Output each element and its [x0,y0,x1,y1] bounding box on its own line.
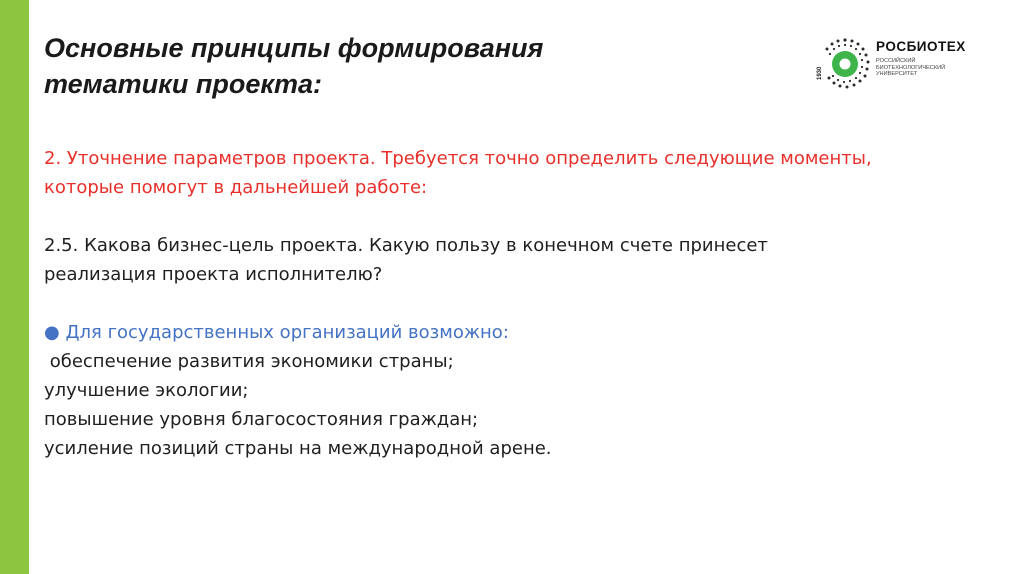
list-item: повышение уровня благосостояния граждан; [44,409,479,430]
bullet-heading-text: Для государственных организаций возможно: [65,322,509,343]
list-item: улучшение экологии; [44,380,249,401]
logo-year: 1930 [817,66,823,80]
point-heading-line-1: 2. Уточнение параметров проекта. Требуется точно определить следующие моменты, [44,148,872,169]
spacer [44,202,1004,231]
question-line-2: реализация проекта исполнителю? [44,264,383,285]
slide-title-line-1: Основные принципы формирования [44,33,544,63]
logo-subtitle-line-3: УНИВЕРСИТЕТ [876,71,918,77]
list-item: обеспечение развития экономики страны; [44,351,454,372]
slide-body [44,144,1004,463]
slide-title-line-2: тематики проекта: [44,69,323,99]
slide-title [44,30,543,102]
bullet-heading [44,318,1004,347]
logo-emblem-icon [817,36,873,92]
logo-name: РОСБИОТЕХ [876,39,966,54]
point-heading-line-2: которые помогут в дальнейшей работе: [44,177,428,198]
university-logo [817,36,997,92]
accent-sidebar-bar [0,0,29,574]
logo-subtitle-line-1: РОССИЙСКИЙ [876,58,916,64]
question-line-1: 2.5. Какова бизнес-цель проекта. Какую пользу в конечном счете принесет [44,235,768,256]
logo-subtitle-line-2: БИОТЕХНОЛОГИЧЕСКИЙ [876,64,946,71]
list-item: усиление позиций страны на международной арене. [44,438,552,459]
bullet-dot-icon: ● [44,322,60,343]
spacer [44,289,1004,318]
logo-subtitle [876,58,966,78]
